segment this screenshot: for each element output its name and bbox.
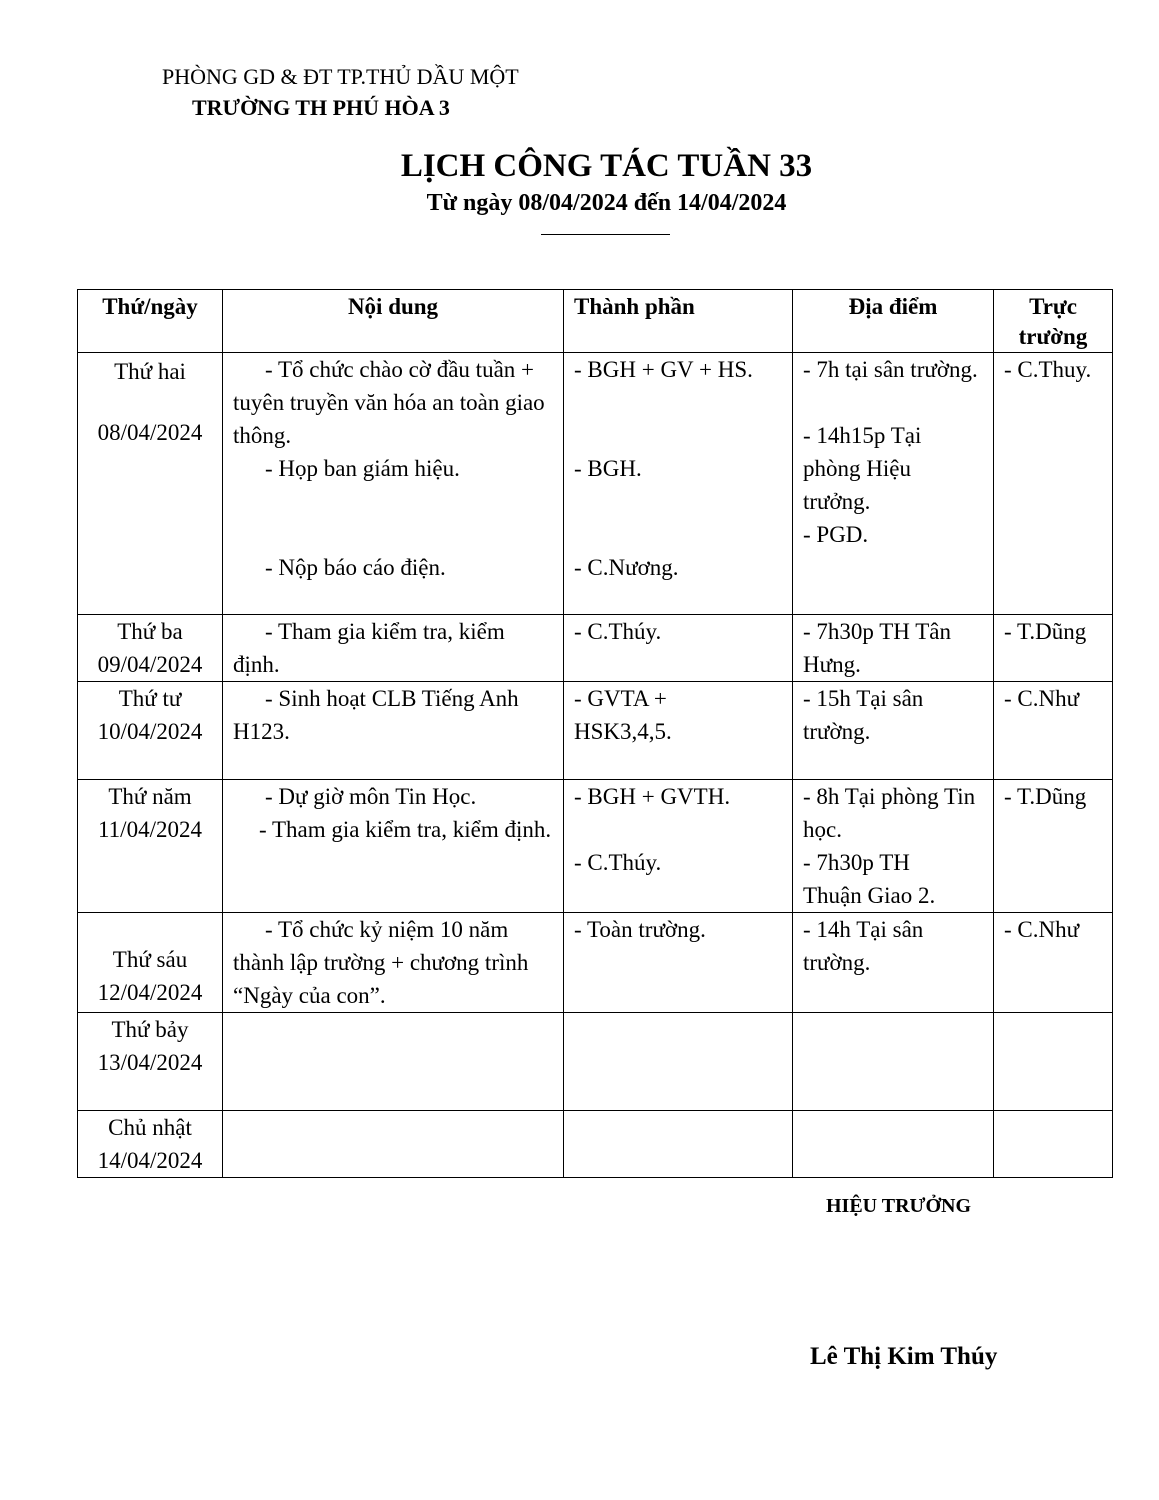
content-item: - Tham gia kiểm tra, kiểm định. — [259, 817, 552, 842]
participant-item: - C.Nương. — [574, 555, 679, 580]
content-cell — [223, 913, 564, 1013]
content-cell — [223, 1013, 564, 1111]
day-date: 11/04/2024 — [98, 817, 202, 842]
day-name: Thứ bảy — [111, 1017, 189, 1042]
content-cell — [223, 682, 564, 780]
location-item: - 14h Tại sân trường. — [803, 917, 924, 975]
location-cell — [793, 1013, 994, 1111]
duty-cell — [994, 1013, 1113, 1111]
day-cell — [78, 615, 223, 682]
content-item: - Họp ban giám hiệu. — [265, 456, 460, 481]
location-item: - 7h30p TH Thuận Giao 2. — [803, 850, 936, 908]
content-item: - Tổ chức kỷ niệm 10 năm thành lập trường + chương trình “Ngày của con”. — [233, 917, 529, 1008]
page-title: LỊCH CÔNG TÁC TUẦN 33 — [400, 148, 813, 184]
table-header-row — [78, 290, 1113, 353]
day-name: Thứ sáu — [112, 947, 188, 972]
location-item: - PGD. — [803, 522, 869, 547]
location-cell — [793, 682, 994, 780]
location-item: - 7h30p TH Tân Hưng. — [803, 619, 951, 677]
department-name: PHÒNG GD & ĐT TP.THỦ DẦU MỘT — [162, 64, 519, 89]
day-name: Chủ nhật — [108, 1115, 192, 1140]
content-cell — [223, 1111, 564, 1178]
duty-item: - C.Như — [1004, 686, 1080, 711]
school-name: TRƯỜNG TH PHÚ HÒA 3 — [192, 95, 450, 120]
participant-item: - BGH + GVTH. — [574, 784, 731, 809]
participant-item: - Toàn trường. — [574, 917, 706, 942]
location-item: - 8h Tại phòng Tin học. — [803, 784, 976, 842]
title-underline — [541, 234, 670, 235]
location-cell — [793, 353, 994, 615]
location-cell — [793, 780, 994, 913]
participants-cell — [564, 615, 793, 682]
table-row — [78, 1111, 1113, 1178]
table-row — [78, 615, 1113, 682]
duty-cell — [994, 1111, 1113, 1178]
table-row — [78, 780, 1113, 913]
column-header-day: Thứ/ngày — [78, 290, 223, 353]
day-cell — [78, 913, 223, 1013]
participants-cell — [564, 682, 793, 780]
location-item: - 14h15p Tại phòng Hiệu trưởng. — [803, 423, 922, 514]
date-range: Từ ngày 08/04/2024 đến 14/04/2024 — [426, 190, 787, 216]
location-item: - 15h Tại sân trường. — [803, 686, 924, 744]
duty-cell — [994, 913, 1113, 1013]
column-header-content: Nội dung — [223, 290, 564, 353]
content-item: - Sinh hoạt CLB Tiếng Anh H123. — [233, 686, 519, 744]
table-row — [78, 682, 1113, 780]
table-row — [78, 913, 1113, 1013]
duty-item: - C.Như — [1004, 917, 1080, 942]
participants-cell — [564, 1111, 793, 1178]
day-date: 12/04/2024 — [97, 980, 203, 1005]
location-cell — [793, 913, 994, 1013]
table-row — [78, 1013, 1113, 1111]
duty-cell — [994, 353, 1113, 615]
participant-item: - BGH. — [574, 456, 642, 481]
duty-cell — [994, 615, 1113, 682]
participant-item: - C.Thúy. — [574, 619, 662, 644]
location-item: - 7h tại sân trường. — [803, 357, 978, 382]
location-cell — [793, 615, 994, 682]
day-name: Thứ ba — [117, 619, 183, 644]
table-row — [78, 353, 1113, 615]
duty-item: - C.Thuy. — [1004, 357, 1092, 382]
content-cell — [223, 353, 564, 615]
day-date: 10/04/2024 — [97, 719, 203, 744]
column-header-duty: Trực trường — [994, 290, 1113, 353]
participant-item: - C.Thúy. — [574, 850, 662, 875]
content-item: - Nộp báo cáo điện. — [265, 555, 446, 580]
day-cell — [78, 780, 223, 913]
day-name: Thứ năm — [108, 784, 192, 809]
participants-cell — [564, 1013, 793, 1111]
duty-item: - T.Dũng — [1004, 784, 1087, 809]
day-cell — [78, 1013, 223, 1111]
participant-item: - GVTA + HSK3,4,5. — [574, 686, 672, 744]
day-cell — [78, 353, 223, 615]
content-cell — [223, 780, 564, 913]
signature-title: HIỆU TRƯỞNG — [826, 1195, 972, 1217]
day-date: 14/04/2024 — [97, 1148, 203, 1173]
content-item: - Tham gia kiểm tra, kiểm định. — [233, 619, 505, 677]
participant-item: - BGH + GV + HS. — [574, 357, 753, 382]
content-item: - Dự giờ môn Tin Học. — [265, 784, 477, 809]
duty-cell — [994, 780, 1113, 913]
day-name: Thứ hai — [114, 359, 186, 384]
day-name: Thứ tư — [118, 686, 182, 711]
day-date: 08/04/2024 — [97, 420, 203, 445]
day-cell — [78, 682, 223, 780]
content-item: - Tổ chức chào cờ đầu tuần + tuyên truyền văn hóa an toàn giao thông. — [233, 357, 545, 448]
participants-cell — [564, 353, 793, 615]
content-cell — [223, 615, 564, 682]
schedule-table — [77, 289, 1113, 1178]
participants-cell — [564, 913, 793, 1013]
duty-item: - T.Dũng — [1004, 619, 1087, 644]
signature-name: Lê Thị Kim Thúy — [810, 1343, 998, 1370]
duty-cell — [994, 682, 1113, 780]
day-date: 09/04/2024 — [97, 652, 203, 677]
column-header-location: Địa điểm — [793, 290, 994, 353]
participants-cell — [564, 780, 793, 913]
day-date: 13/04/2024 — [97, 1050, 203, 1075]
location-cell — [793, 1111, 994, 1178]
column-header-participants: Thành phần — [564, 290, 793, 353]
day-cell — [78, 1111, 223, 1178]
